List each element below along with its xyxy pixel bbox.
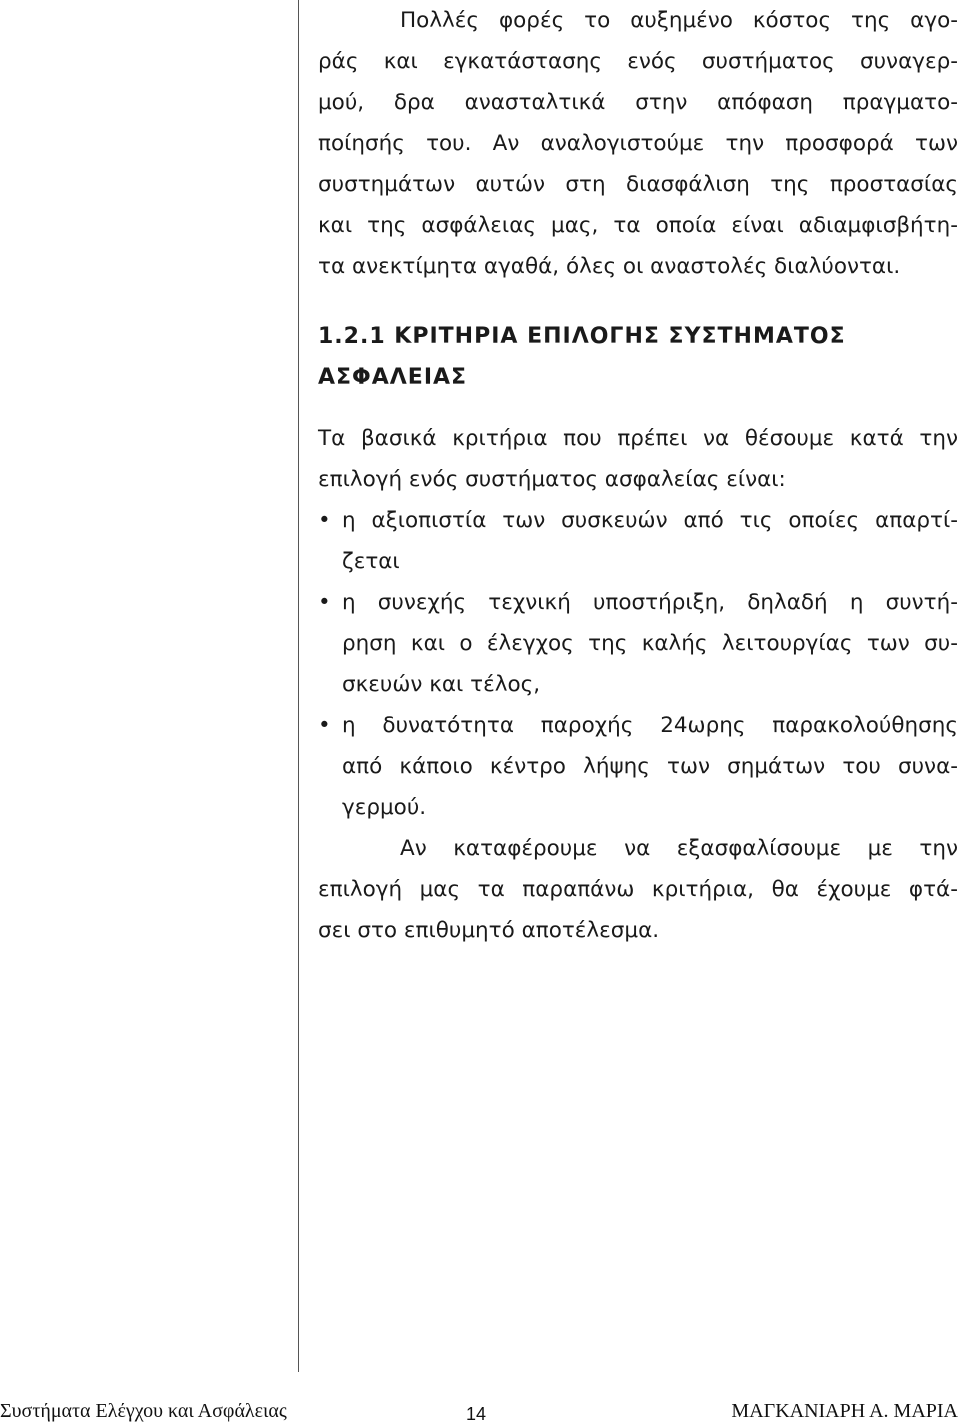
paragraph-line: μού, δρα ανασταλτικά στην απόφαση πραγματο- [318, 90, 958, 115]
paragraph-line: συστημάτων αυτών στη διασφάλιση της προστασίας [318, 172, 958, 197]
margin-rule [298, 0, 299, 1372]
page-footer [0, 1398, 960, 1425]
paragraph-conclusion [318, 828, 958, 951]
list-item [318, 500, 958, 582]
paragraph-intro [318, 0, 958, 287]
paragraph-line: Τα βασικά κριτήρια που πρέπει να θέσουμε κατά την [318, 426, 958, 451]
bullet-icon: • [318, 508, 331, 533]
paragraph-line: Αν καταφέρουμε να εξασφαλίσουμε με την [400, 836, 958, 861]
heading-line: ΑΣΦΑΛΕΙΑΣ [318, 365, 468, 390]
list-item-text: σκευών και τέλος, [342, 672, 541, 697]
list-item-text: η αξιοπιστία των συσκευών από τις οποίες απαρτί- [342, 508, 958, 533]
bullet-icon: • [318, 590, 331, 615]
criteria-intro [318, 418, 958, 500]
page-content [318, 0, 958, 951]
paragraph-line: και της ασφάλειας μας, τα οποία είναι αδιαμφισβήτη- [318, 213, 958, 238]
footer-title: Συστήματα Ελέγχου και Ασφάλειας [0, 1400, 287, 1422]
paragraph-line: Πολλές φορές το αυξημένο κόστος της αγο- [400, 8, 958, 33]
heading-line: 1.2.1 ΚΡΙΤΗΡΙΑ ΕΠΙΛΟΓΗΣ ΣΥΣΤΗΜΑΤΟΣ [318, 324, 846, 349]
list-item [318, 705, 958, 828]
footer-author: ΜΑΓΚΑΝΙΑΡΗ Α. ΜΑΡΙΑ [731, 1400, 958, 1422]
paragraph-line: σει στο επιθυμητό αποτέλεσμα. [318, 918, 660, 943]
page-number: 14 [466, 1404, 487, 1424]
paragraph-line: ποίησής του. Αν αναλογιστούμε την προσφορά των [318, 131, 958, 156]
criteria-list [318, 500, 958, 828]
list-item-text: ρηση και ο έλεγχος της καλής λειτουργίας των συ- [342, 631, 958, 656]
bullet-icon: • [318, 713, 331, 738]
paragraph-line: ράς και εγκατάστασης ενός συστήματος συναγερ- [318, 49, 958, 74]
paragraph-line: τα ανεκτίμητα αγαθά, όλες οι αναστολές διαλύονται. [318, 254, 901, 279]
list-item [318, 582, 958, 705]
list-item-text: η συνεχής τεχνική υποστήριξη, δηλαδή η συντή- [342, 590, 958, 615]
list-item-text: από κάποιο κέντρο λήψης των σημάτων του συνα- [342, 754, 958, 779]
paragraph-line: επιλογή μας τα παραπάνω κριτήρια, θα έχουμε φτά- [318, 877, 958, 902]
section-heading [318, 316, 958, 398]
paragraph-line: επιλογή ενός συστήματος ασφαλείας είναι: [318, 467, 786, 492]
list-item-text: γερμού. [342, 795, 427, 820]
list-item-text: ζεται [342, 549, 400, 574]
list-item-text: η δυνατότητα παροχής 24ωρης παρακολούθησης [342, 713, 958, 738]
